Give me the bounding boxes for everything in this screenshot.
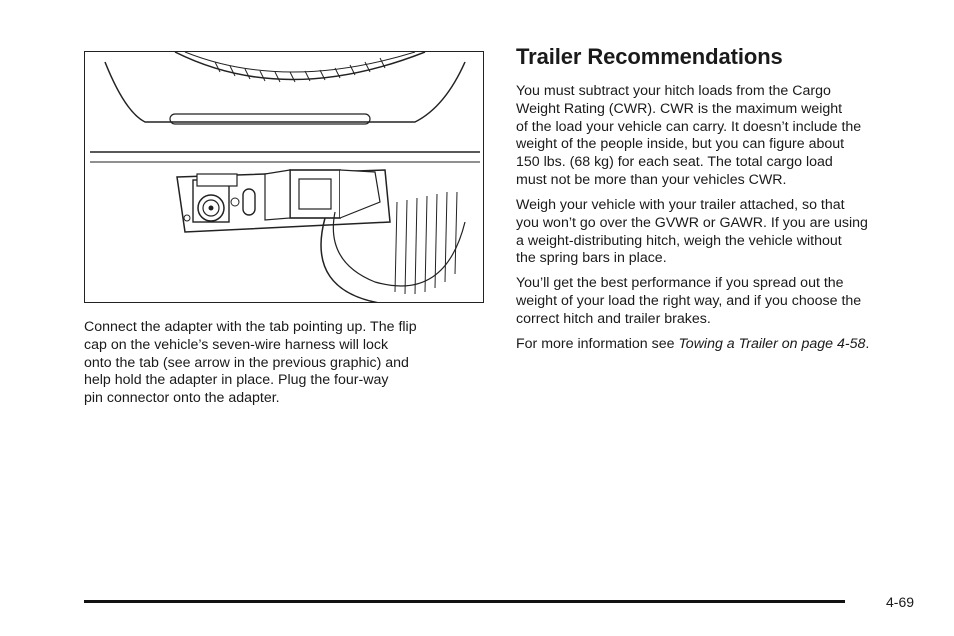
section-title: Trailer Recommendations (516, 44, 783, 69)
towing-trailer-link[interactable]: Towing a Trailer on page 4-58 (678, 336, 866, 352)
figure-caption (84, 319, 484, 408)
paragraph-line: You’ll get the best performance if you spread out the (516, 275, 844, 291)
page-number: 4-69 (886, 594, 915, 610)
paragraph-line: 150 lbs. (68 kg) for each seat. The total cargo load (516, 154, 833, 171)
paragraph-line: of the load your vehicle can carry. It doesn’t include the (516, 118, 862, 135)
paragraph-line: a weight-distributing hitch, weigh the vehicle without (516, 232, 842, 249)
paragraph-line: correct hitch and trailer brakes. (516, 310, 711, 327)
paragraph-more-info (516, 336, 926, 354)
paragraph-weigh-vehicle (516, 197, 926, 268)
caption-line: Connect the adapter with the tab pointing up. The flip (84, 319, 417, 335)
trailer-hitch-figure (84, 51, 484, 303)
caption-line: help hold the adapter in place. Plug the four-way (84, 372, 389, 389)
paragraph-line: Weight Rating (CWR). CWR is the maximum weight (516, 100, 843, 117)
more-info-prefix: For more information see (516, 336, 679, 352)
paragraph-performance (516, 275, 926, 328)
paragraph-line: Weigh your vehicle with your trailer attached, so that (516, 197, 845, 213)
footer-rule (84, 600, 845, 603)
paragraph-line: weight of your load the right way, and if you choose the (516, 292, 862, 309)
paragraph-line: weight of the people inside, but you can figure about (516, 136, 845, 153)
paragraph-line: You must subtract your hitch loads from the Cargo (516, 83, 831, 99)
more-info-suffix: . (865, 336, 870, 352)
paragraph-line: the spring bars in place. (516, 250, 667, 267)
trailer-hitch-illustration (85, 52, 484, 303)
caption-line: cap on the vehicle’s seven-wire harness will lock (84, 336, 389, 353)
caption-line: onto the tab (see arrow in the previous graphic) and (84, 354, 409, 371)
paragraph-cargo-weight (516, 83, 926, 190)
caption-line: pin connector onto the adapter. (84, 390, 280, 407)
paragraph-line: must not be more than your vehicles CWR. (516, 171, 787, 188)
paragraph-line: you won’t go over the GVWR or GAWR. If you are using (516, 214, 868, 231)
